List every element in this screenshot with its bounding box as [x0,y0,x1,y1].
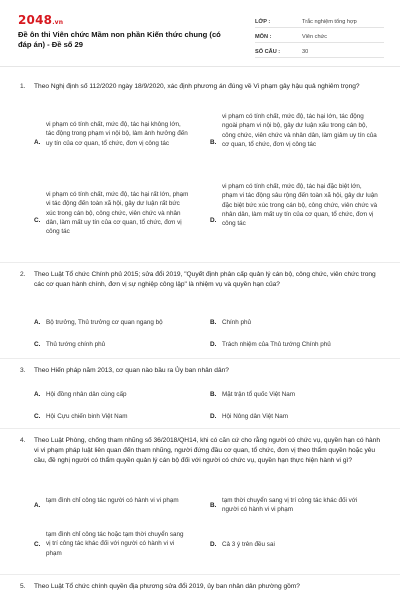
meta-key: LỚP : [255,19,271,25]
question-4 [20,436,382,576]
option-letter: B. [210,139,217,146]
question-separator [0,358,400,359]
option-text: Cả 3 ý trên đều sai [222,541,275,548]
option-text: tạm đình chỉ công tác hoặc tạm thời chuyển sang vị trí công tác khác đối với người có hành vi vi phạm [46,531,184,557]
option-letter: C. [34,341,41,348]
option-text: Hội đồng nhân dân cùng cấp [46,391,127,398]
meta-key: MÔN : [255,34,272,40]
site-logo[interactable] [18,12,63,29]
exam-meta [255,16,384,61]
option-text: tạm đình chỉ công tác người có hành vi vi phạm [46,497,179,504]
question-number: 3. [20,367,26,374]
logo-suffix: .vn [52,19,64,26]
option-letter: D. [210,217,217,224]
meta-key: SỐ CÂU : [255,49,281,55]
logo-text: 2048 [18,13,53,27]
option-text: Hội Cựu chiến binh Việt Nam [46,413,128,420]
question-text: Theo Nghị định số 112/2020 ngày 18/9/2020, xác định phương án đúng về Vi phạm gây hậu quả nghiêm trọng? [34,83,360,90]
option-letter: B. [210,502,217,509]
meta-row-class [255,16,384,28]
question-text: Theo Luật Tổ chức Chính phủ 2015; sửa đổi 2019, "Quyết định phân cấp quản lý cán bộ, công chức, viên chức trong các cơ quan hành chính, đơn vị sự nghiệp công lập" là nhiệm vụ và quyền hạn của? [34,271,376,288]
meta-value: 30 [302,49,309,55]
question-number: 2. [20,271,26,278]
option-letter: D. [210,341,217,348]
question-separator [0,262,400,263]
question-number: 1. [20,83,26,90]
option-letter: B. [210,319,217,326]
option-letter: A. [34,502,41,509]
option-text: Thủ tướng chính phủ [46,341,106,348]
page-title: Đề ôn thi Viên chức Mầm non phần Kiến thức chung (có đáp án) - Đề số 29 [18,30,221,50]
option-letter: A. [34,139,41,146]
option-text: vi phạm có tính chất, mức độ, tác hại không lớn, tác động trong phạm vi nội bộ, làm ảnh hưởng đến uy tín của cơ quan, tổ chức, đơn vị công tác [46,121,188,147]
question-separator [0,574,400,575]
option-letter: A. [34,391,41,398]
question-1 [20,82,382,282]
question-number: 4. [20,437,26,444]
option-text: vi phạm có tính chất, mức độ, tác hại đặc biệt lớn, phạm vi tác động sâu rộng đến toàn xã hội, gây dư luận đặc biệt bức xúc trong cán bộ, công chức, viên chức và nhân dân, làm mất uy tín của cơ quan, tổ chức, đơn vị công tác [222,183,378,228]
option-letter: C. [34,541,41,548]
option-letter: D. [210,541,217,548]
question-2 [20,270,382,360]
option-text: Mặt trận tổ quốc Việt Nam [222,391,296,398]
header-divider [0,66,400,67]
question-text: Theo Luật Tổ chức chính quyền địa phương sửa đổi 2019, ủy ban nhân dân phường gồm? [34,583,300,590]
option-text: Trách nhiệm của Thủ tướng Chính phủ [222,341,331,348]
option-text: Chính phủ [222,319,252,326]
option-letter: D. [210,413,217,420]
question-separator [0,428,400,429]
option-text: Hội Nông dân Việt Nam [222,413,289,420]
question-3 [20,366,382,426]
meta-row-count [255,46,384,58]
document-header [18,12,384,60]
option-letter: A. [34,319,41,326]
meta-row-subject [255,31,384,43]
option-text: vi phạm có tính chất, mức độ, tác hại lớn, tác động ngoài phạm vi nội bộ, gây dư luận xấu trong cán bộ, công chức, viên chức và nhân dân, làm giảm uy tín của cơ quan, tổ chức, đơn vị công tác [222,113,377,148]
question-5 [20,582,382,596]
question-text: Theo Hiến pháp năm 2013, cơ quan nào bầu ra Ủy ban nhân dân? [34,367,229,374]
option-letter: C. [34,413,41,420]
option-letter: C. [34,217,41,224]
question-text: Theo Luật Phòng, chống tham nhũng số 36/2018/QH14, khi có căn cứ cho rằng người có chức vụ, quyền hạn có hành vi vi phạm pháp luật liên quan đến tham nhũng, người đứng đầu cơ quan, tổ chức, đơn vị theo thẩm quyền hoặc yêu cầu, đề nghị người có thẩm quyền quản lý cán bộ đối với người có chức vụ, quyền hạn thực hiện hành vi gì? [34,437,381,464]
option-text: tạm thời chuyển sang vị trí công tác khác đối với người có hành vi vi phạm [222,497,358,514]
meta-value: Trắc nghiệm tổng hợp [302,19,357,25]
meta-value: Viên chức [302,34,328,40]
question-number: 5. [20,583,26,590]
option-text: Bộ trưởng, Thủ trưởng cơ quan ngang bộ [46,319,163,326]
option-letter: B. [210,391,217,398]
option-text: vi phạm có tính chất, mức độ, tác hại rất lớn, phạm vi tác động đến toàn xã hội, gây dư luận rất bức xúc trong cán bộ, công chức, viên chức và nhân dân, làm mất uy tín của cơ quan, tổ chức, đơn vị công tác [46,191,189,236]
